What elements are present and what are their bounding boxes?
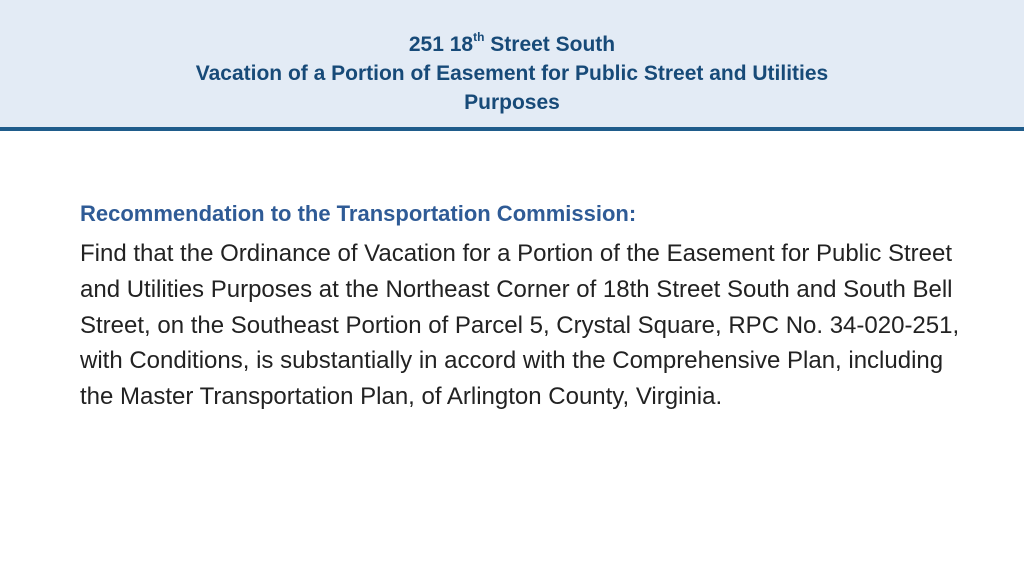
header-divider [0,127,1024,131]
recommendation-heading: Recommendation to the Transportation Commission: [80,201,637,226]
title-line-1-superscript: th [473,30,485,44]
recommendation-body: Find that the Ordinance of Vacation for a Portion of the Easement for Public Street and Utilities Purposes at the Northeast Corner of 18th Street South and South Bell Street, on the Southeast Portion of Parcel 5, Crystal Square, RPC No. 34-020-251, with Conditions, is substantially in accord with the Comprehensive Plan, including the Master Transportation Plan, of Arlington County, Virginia. [80,240,960,411]
title-line-1-prefix: 251 18 [408,33,474,56]
title-line-2: Vacation of a Portion of Easement for Public Street and Utilities [195,62,829,85]
title-line-1 [0,30,1024,59]
slide-title [0,30,1024,117]
title-line-3: Purposes [464,91,560,114]
slide-content [80,198,960,415]
title-line-1-suffix: Street South [484,33,616,56]
